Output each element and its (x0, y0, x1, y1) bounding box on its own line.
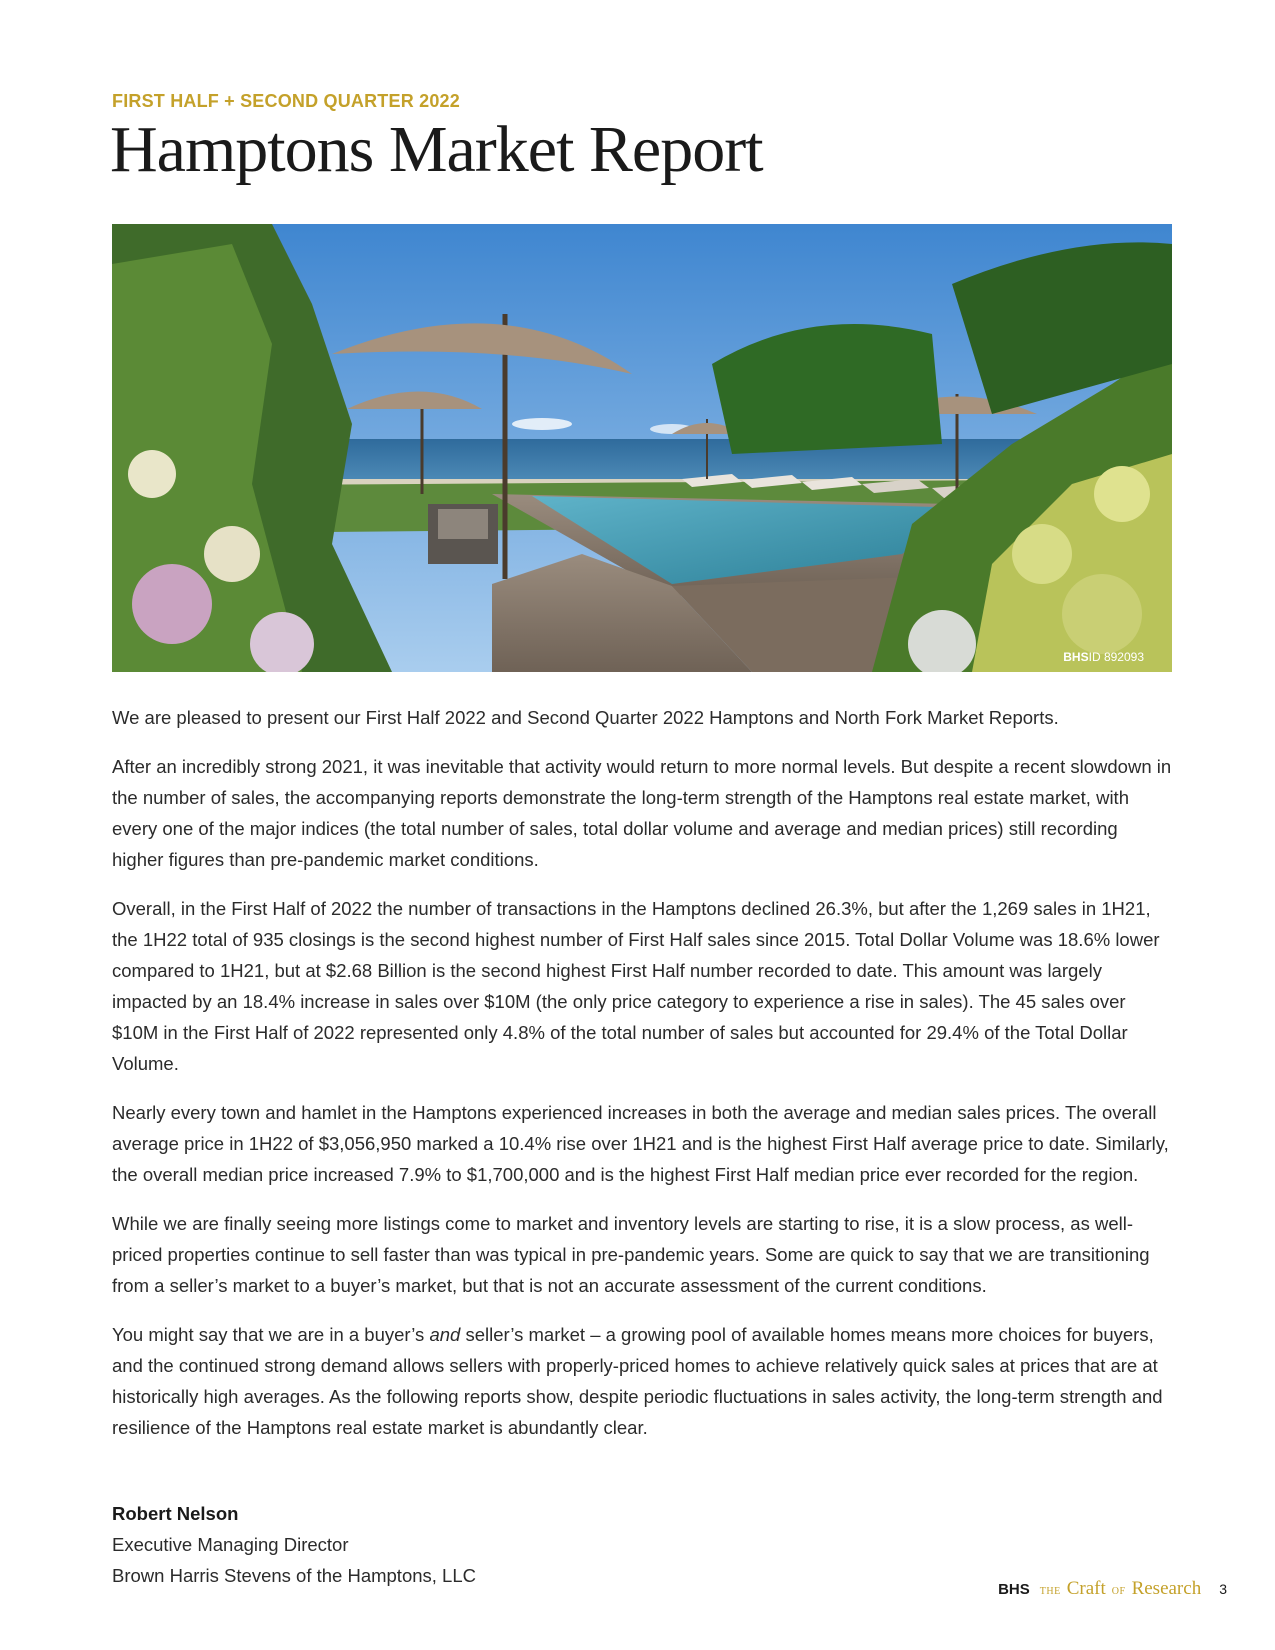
photo-credit: BHSID 892093 (1063, 650, 1144, 664)
transactions-paragraph: Overall, in the First Half of 2022 the number of transactions in the Hamptons declined 26.3%, but after the 1,269 sales in 1H21, the 1H22 total of 935 closings is the second highest number of First Half sales since 2015. Total Dollar Volume was 18.6% lower compared to 1H21, but at $2.68 Billion is the second highest First Half number recorded to date. This amount was largely impacted by an 18.4% increase in sales over $10M (the only price category to experience a rise in sales). The 45 sales over $10M in the First Half of 2022 represented only 4.8% of the total number of sales but accounted for 29.4% of the Total Dollar Volume. (112, 898, 1160, 1074)
signature-block (112, 1498, 476, 1591)
report-period-eyebrow: FIRST HALF + SECOND QUARTER 2022 (112, 91, 460, 111)
report-body (112, 702, 1172, 1461)
closing-paragraph: You might say that we are in a buyer’s and seller’s market – a growing pool of available homes means more choices for buyers, and the continued strong demand allows sellers with properly-priced homes to achieve relatively quick sales at prices that are at historically high averages. As the following reports show, despite periodic fluctuations in sales activity, the long-term strength and resilience of the Hamptons real estate market is abundantly clear. (112, 1324, 1163, 1438)
intro-paragraph: We are pleased to present our First Half 2022 and Second Quarter 2022 Hamptons and North Fork Market Reports. (112, 707, 1059, 728)
page-title: Hamptons Market Report (110, 113, 763, 186)
overview-paragraph: After an incredibly strong 2021, it was inevitable that activity would return to more normal levels. But despite a recent slowdown in the number of sales, the accompanying reports demonstrate the long-term strength of the Hamptons real estate market, with every one of the major indices (the total number of sales, total dollar volume and average and median prices) still recording higher figures than pre-pandemic market conditions. (112, 756, 1172, 870)
signatory-company: Brown Harris Stevens of the Hamptons, LLC (112, 1565, 476, 1586)
footer-tagline-craft: Craft (1066, 1578, 1106, 1599)
prices-paragraph: Nearly every town and hamlet in the Hamptons experienced increases in both the average and median sales prices. The overall average price in 1H22 of $3,056,950 marked a 10.4% rise over 1H21 and is the highest First Half average price to date. Similarly, the overall median price increased 7.9% to $1,700,000 and is the highest First Half median price ever recorded for the region. (112, 1102, 1169, 1185)
footer-tagline-research: Research (1131, 1578, 1202, 1599)
footer-brand: BHS (998, 1581, 1030, 1598)
footer-tagline-of: OF (1111, 1586, 1126, 1597)
pool-landscape-illustration (112, 224, 1172, 672)
page-number: 3 (1219, 1581, 1227, 1597)
page-footer (998, 1578, 1227, 1600)
signatory-name: Robert Nelson (112, 1503, 239, 1524)
hero-photo (112, 224, 1172, 672)
footer-tagline-the: THE (1039, 1586, 1061, 1597)
signatory-title: Executive Managing Director (112, 1534, 349, 1555)
inventory-paragraph: While we are finally seeing more listings come to market and inventory levels are starting to rise, it is a slow process, as well-priced properties continue to sell faster than was typical in pre-pandemic years. Some are quick to say that we are transitioning from a seller’s market to a buyer’s market, but that is not an accurate assessment of the current conditions. (112, 1213, 1150, 1296)
